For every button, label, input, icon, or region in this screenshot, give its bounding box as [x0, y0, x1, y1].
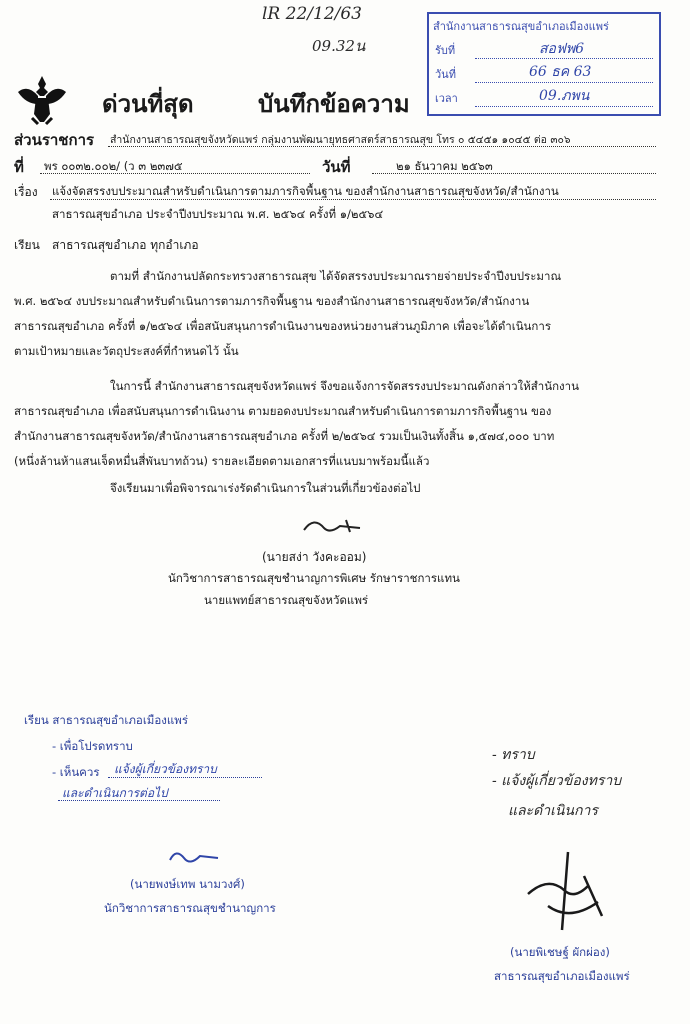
- endorsement-signer-title: นักวิชาการสาธารณสุขชำนาญการ: [104, 901, 276, 915]
- body-p2-line-4: (หนึ่งล้านห้าแสนเจ็ดหมื่นสี่พันบาทถ้วน) รายละเอียดตามเอกสารที่แนบมาพร้อมนี้แล้ว: [14, 454, 430, 468]
- document-type-title: บันทึกข้อความ: [258, 90, 410, 118]
- stamp-date-value: 66 ธค 63: [529, 64, 592, 80]
- director-signer-name: (นายพิเชษฐ์ ผักผ่อง): [510, 945, 610, 959]
- body-p2-line-1: ในการนี้ สำนักงานสาธารณสุขจังหวัดแพร่ จึงขอแจ้งการจัดสรรงบประมาณดังกล่าวให้สำนักงาน: [110, 379, 579, 393]
- agency-label: ส่วนราชการ: [14, 131, 95, 149]
- body-p1-line-4: ตามเป้าหมายและวัตถุประสงค์ที่กำหนดไว้ นั้น: [14, 344, 239, 358]
- stamp-time-value: 09.ภพน: [539, 88, 590, 104]
- signature-1-scribble: [300, 512, 370, 540]
- body-p2-line-3: สำนักงานสาธารณสุขจังหวัด/สำนักงานสาธารณสุขอำเภอ ครั้งที่ ๒/๒๕๖๔ รวมเป็นเงินทั้งสิ้น ๑,๕๗๔,๐๐๐ บาท: [14, 429, 555, 443]
- garuda-emblem-icon: [14, 74, 70, 126]
- director-note-line-3: และดำเนินการ: [508, 803, 598, 819]
- endorsement-item-2-handwritten: แจ้งผู้เกี่ยวข้องทราบ: [114, 762, 217, 776]
- urgency-label: ด่วนที่สุด: [102, 90, 194, 118]
- addressee-value: สาธารณสุขอำเภอ ทุกอำเภอ: [52, 238, 199, 252]
- signer-1-title-line-2: นายแพทย์สาธารณสุขจังหวัดแพร่: [204, 593, 369, 607]
- signer-1-name: (นายสง่า วังคะออม): [262, 550, 367, 564]
- handwritten-receipt-time: 09.32น: [312, 37, 366, 55]
- endorsement-item-1: - เพื่อโปรดทราบ: [52, 739, 133, 753]
- endorsement-addressee: เรียน สาธารณสุขอำเภอเมืองแพร่: [24, 713, 189, 727]
- agency-value: สำนักงานสาธารณสุขจังหวัดแพร่ กลุ่มงานพัฒนายุทธศาสตร์สาธารณสุข โทร ๐ ๕๔๕๑ ๑๐๔๕ ต่อ ๓๐๖: [110, 134, 571, 146]
- signature-3-scribble: [518, 846, 614, 936]
- stamp-title: สำนักงานสาธารณสุขอำเภอเมืองแพร่: [433, 20, 609, 33]
- body-p2-line-2: สาธารณสุขอำเภอ เพื่อสนับสนุนการดำเนินงาน ตามยอดงบประมาณสำหรับดำเนินการตามภารกิจพื้นฐาน ของ: [14, 404, 552, 418]
- subject-line-1: แจ้งจัดสรรงบประมาณสำหรับดำเนินการตามภารกิจพื้นฐาน ของสำนักงานสาธารณสุขจังหวัด/สำนักงาน: [52, 184, 559, 198]
- stamp-date-label: วันที่: [435, 68, 456, 81]
- reference-number: พร ๐๐๓๒.๐๐๒/ (ว ๓ ๒๓๗๕: [44, 159, 183, 173]
- reference-label: ที่: [14, 158, 24, 176]
- addressee-label: เรียน: [14, 238, 40, 252]
- body-closing: จึงเรียนมาเพื่อพิจารณาเร่งรัดดำเนินการในส่วนที่เกี่ยวข้องต่อไป: [110, 481, 421, 495]
- stamp-received-label: รับที่: [435, 44, 456, 57]
- endorsement-signer-name: (นายพงษ์เทพ นามวงศ์): [130, 877, 245, 891]
- stamp-received-value: สอฟพ6: [539, 41, 585, 57]
- subject-label: เรื่อง: [14, 185, 38, 199]
- endorsement-item-2-label: - เห็นควร: [52, 765, 100, 779]
- body-p1-line-3: สาธารณสุขอำเภอ ครั้งที่ ๑/๒๕๖๔ เพื่อสนับสนุนการดำเนินงานของหน่วยงานส่วนภูมิภาค เพื่อจะได้ดำเนินการ: [14, 319, 552, 333]
- body-p1-line-1: ตามที่ สำนักงานปลัดกระทรวงสาธารณสุข ได้จัดสรรงบประมาณรายจ่ายประจำปีงบประมาณ: [110, 269, 562, 283]
- receiving-stamp: [427, 12, 661, 116]
- document-date: ๒๑ ธันวาคม ๒๕๖๓: [396, 159, 493, 173]
- subject-line-2: สาธารณสุขอำเภอ ประจำปีงบประมาณ พ.ศ. ๒๕๖๔ ครั้งที่ ๑/๒๕๖๔: [52, 207, 384, 221]
- body-p1-line-2: พ.ศ. ๒๕๖๔ งบประมาณสำหรับดำเนินการตามภารกิจพื้นฐาน ของสำนักงานสาธารณสุขจังหวัด/สำนักงาน: [14, 294, 530, 308]
- stamp-time-label: เวลา: [435, 92, 458, 105]
- handwritten-receipt-number: lR 22/12/63: [262, 4, 362, 24]
- signer-1-title-line-1: นักวิชาการสาธารณสุขชำนาญการพิเศษ รักษาราชการแทน: [168, 571, 460, 585]
- director-note-line-2: - แจ้งผู้เกี่ยวข้องทราบ: [492, 773, 622, 789]
- director-signer-title: สาธารณสุขอำเภอเมืองแพร่: [494, 969, 630, 983]
- date-label: วันที่: [322, 158, 351, 176]
- signature-2-scribble: [166, 846, 222, 872]
- endorsement-item-3-handwritten: และดำเนินการต่อไป: [62, 786, 168, 800]
- director-note-line-1: - ทราบ: [492, 747, 535, 763]
